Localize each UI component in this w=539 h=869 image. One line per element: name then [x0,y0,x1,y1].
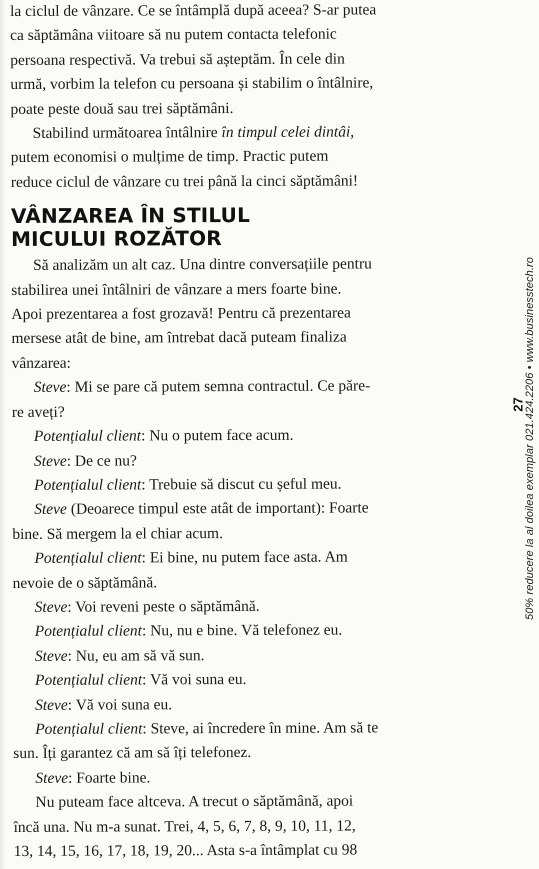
text-line: vânzarea: [11,354,71,372]
dialogue-line [13,691,505,718]
dialogue-line [13,618,505,645]
dialogue-text: : Mi se pare că putem semna contractul. Ce păre- [66,377,371,397]
text-line: Apoi prezentarea a fost grozavă! Pentru că prezentarea [11,304,351,324]
speaker-name: Potențialul client [34,671,143,690]
speaker-name: Steve [34,501,67,519]
speaker-name: Potențialul client [34,476,142,494]
page-number: 27 [510,397,526,412]
text-line: reduce ciclul de vânzare cu trei până la cinci săptămâni! [10,172,359,191]
dialogue-line [12,472,504,499]
dialogue-text: : Trebuie să discut cu șeful meu. [141,475,342,494]
dialogue-text: (Deoarece timpul este atât de important): Foarte [66,499,369,519]
dialogue-continuation: bine. Să mergem la el chiar acum. [12,524,223,543]
dialogue-line [12,423,504,450]
dialogue-text: : Nu o putem face acum. [141,426,294,445]
text-fragment: , [350,123,355,141]
dialogue-line [13,765,505,792]
dialogue-line [13,716,505,767]
dialogue-continuation: sun. Îți garantez că am să îți telefonez. [13,744,252,763]
heading-line: MICULUI ROZĂTOR [10,226,222,252]
text-line: mersese atât de bine, am întrebat dacă puteam finaliza [11,329,347,348]
dialogue-line [12,545,504,596]
text-line: Să analizăm un alt caz. Una dintre conversațiile pentru [33,255,372,275]
dialogue-text: : Foarte bine. [68,769,151,787]
dialogue-text: : De ce nu? [66,451,137,470]
speaker-name: Steve [35,696,68,714]
text-line: Nu puteam face altceva. A trecut o săptămână, apoi [35,792,354,812]
emphasis-text: în timpul celei dintâi [221,123,351,142]
dialogue-line [13,667,505,694]
text-line: încă una. Nu m-a sunat. Trei, 4, 5, 6, 7, 8, 9, 10, 11, 12, [13,817,356,836]
text-fragment: Stabilind următoarea întâlnire [32,124,222,142]
second-paragraph [11,120,503,195]
intro-paragraph [10,0,503,122]
speaker-name: Steve [35,769,69,787]
speaker-name: Steve [33,452,67,470]
text-line: ca săptămâna viitoare să nu putem contacta telefonic [10,25,337,45]
speaker-name: Potențialul client [35,720,143,738]
dialogue-line [13,594,505,621]
dialogue-line [12,374,504,425]
side-margin-note: 50% reducere la al doilea exemplar 021.424.2206 • www.businesstech.ro [524,257,536,620]
section-heading [11,203,503,251]
text-line [11,120,503,147]
heading-line: VÂNZAREA ÎN STILUL [10,203,251,229]
dialogue-text: : Ei bine, nu putem face asta. Am [141,548,348,567]
dialogue-text: : Vă voi suna eu. [67,695,173,714]
dialogue-line [12,447,504,474]
dialogue-continuation: re aveți? [11,403,65,421]
dialogue [12,374,506,791]
dialogue-text: : Nu, nu e bine. Vă telefonez eu. [141,621,343,640]
speaker-name: Potențialul client [33,427,142,445]
text-line: persoana respectivă. Va trebui să așteptăm. În cele din [10,50,345,69]
dialogue-text: : Nu, eu am să vă sun. [67,646,205,665]
text-line: putem economisi o mulțime de timp. Practic putem [10,148,329,167]
speaker-name: Steve [34,647,68,665]
text-line: poate peste două sau trei săptămâni. [10,99,234,118]
dialogue-text: : Steve, ai încredere în mine. Am să te [142,719,379,738]
third-paragraph [11,252,504,376]
dialogue-text: : Vă voi suna eu. [142,671,247,689]
speaker-name: Steve [34,598,68,616]
page-body [10,0,506,864]
speaker-name: Steve [33,379,67,397]
final-paragraph [13,789,505,864]
dialogue-line [13,643,505,670]
speaker-name: Potențialul client [34,549,142,568]
dialogue-continuation: nevoie de o săptămână. [12,573,158,592]
text-line: 13, 14, 15, 16, 17, 18, 19, 20... Asta s-a întâmplat cu 98 [13,841,358,860]
dialogue-line [12,496,504,547]
dialogue-text: : Voi reveni peste o săptămână. [67,597,260,616]
text-line: stabilirea unei întâlniri de vânzare a mers foarte bine. [11,280,342,299]
speaker-name: Potențialul client [34,622,142,641]
text-line: urmă, vorbim la telefon cu persoana și stabilim o întâlnire, [10,74,374,94]
text-line: la ciclul de vânzare. Ce se întâmplă după aceea? S-ar putea [10,1,377,20]
